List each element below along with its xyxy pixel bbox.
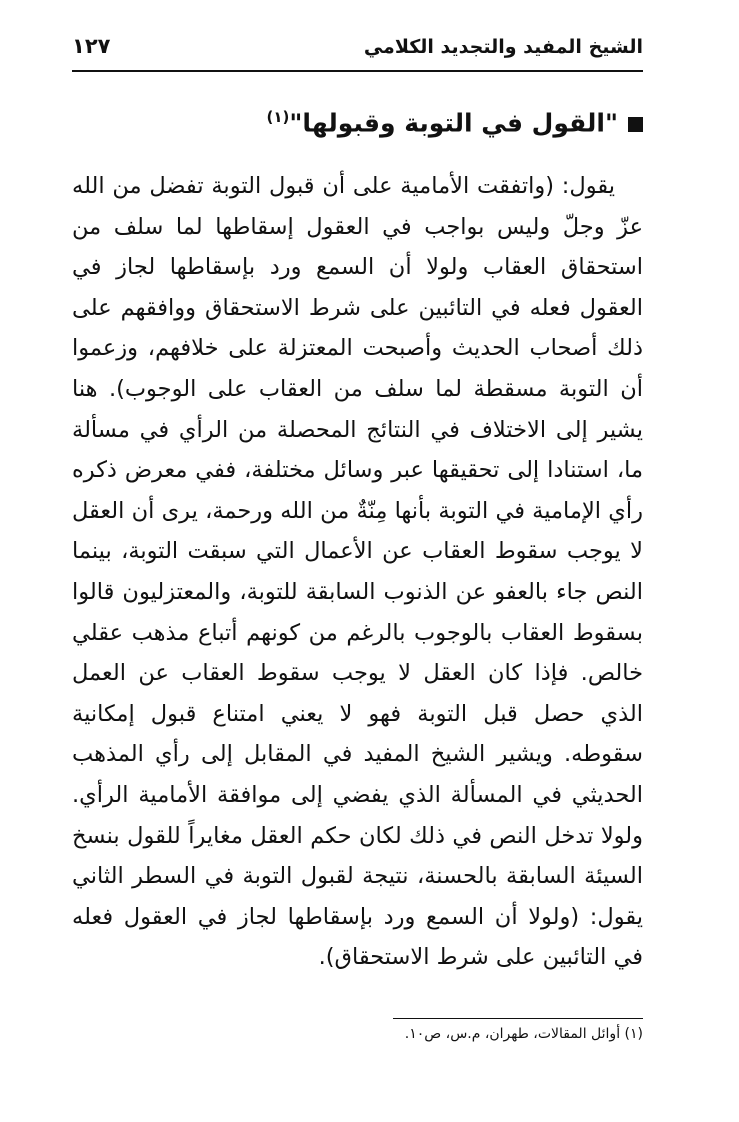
- body-paragraph: يقول: (واتفقت الأمامية على أن قبول التوبة تفضل من الله عزّ وجلّ وليس بواجب في العقول إسقاطها لما سلف من استحقاق العقاب ولولا أن السمع ورد بإسقاطها لجاز في العقول فعله في التائبين على شرط الاستحقاق ووافقهم على ذلك أصحاب الحديث وأصبحت المعتزلة على خلافهم، وزعموا أن التوبة مسقطة لما سلف من العقاب على الوجوب). هنا يشير إلى الاختلاف في النتائج المحصلة من الرأي في مسألة ما، استنادا إلى تحقيقها عبر وسائل مختلفة، ففي معرض ذكره رأي الإمامية في التوبة بأنها مِنّةٌ من الله ورحمة، يرى أن العقل لا يوجب سقوط العقاب عن الأعمال التي سبقت التوبة، بينما النص جاء بالعفو عن الذنوب السابقة للتوبة، والمعتزليون قالوا بسقوط العقاب بالوجوب بالرغم من كونهم أتباع مذهب عقلي خالص. فإذا كان العقل لا يوجب سقوط العقاب عن العمل الذي حصل قبل التوبة فهو لا يعني امتناع قبول إمكانية سقوطه. ويشير الشيخ المفيد في المقابل إلى رأي المذهب الحديثي في المسألة الذي يفضي إلى موافقة الأمامية الرأي. ولولا تدخل النص في ذلك لكان حكم العقل مغايراً للقول بنسخ السيئة السابقة بالحسنة، نتيجة لقبول التوبة في السطر الثاني يقول: (ولولا أن السمع ورد بإسقاطها لجاز في العقول فعله في التائبين على شرط الاستحقاق).: [72, 173, 643, 971]
- section-heading-text: "القول في التوبة وقبولها": [289, 108, 618, 138]
- section-heading: [83, 108, 643, 137]
- square-bullet-icon: [628, 117, 643, 132]
- header-rule: [72, 70, 643, 72]
- body-text: [72, 166, 643, 978]
- footnote: (١) أوائل المقالات، طهران، م.س، ص١٠.: [404, 1026, 643, 1042]
- running-title: الشيخ المفيد والتجديد الكلامي: [363, 36, 643, 58]
- page-number: ١٢٧: [72, 34, 111, 58]
- footnote-reference: (١): [266, 108, 290, 126]
- running-head: [72, 28, 643, 68]
- footnote-rule: [393, 1018, 643, 1019]
